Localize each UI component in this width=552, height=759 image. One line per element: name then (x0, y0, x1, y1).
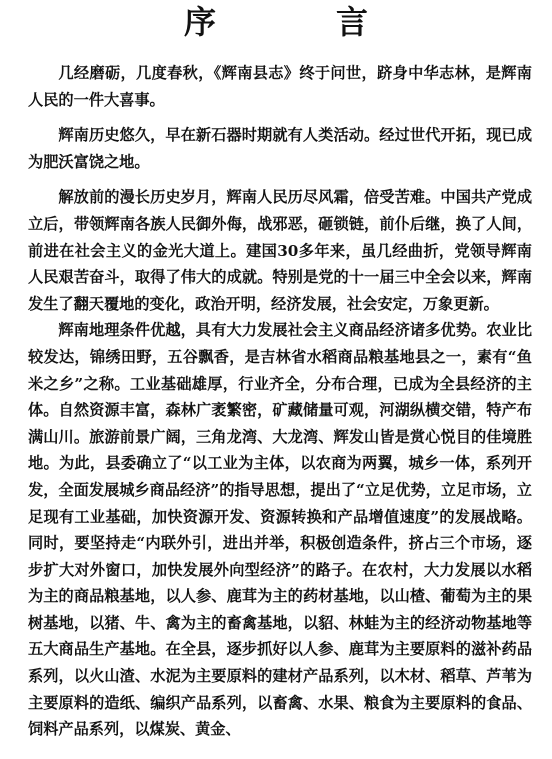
paragraph-2: 辉南历史悠久，早在新石器时期就有人类活动。经过世代开拓，现已成为肥沃富饶之地。 (28, 126, 532, 171)
paragraph-1: 几经磨砺，几度春秋，《辉南县志》终于问世，跻身中华志林，是辉南人民的一件大喜事。 (28, 64, 532, 109)
paragraph-3: 解放前的漫长历史岁月，辉南人民历尽风霜，倍受苦难。中国共产党成立后，带领辉南各族人民御外侮，战邪恶，砸锁链，前仆后继，换了人间，前进在社会主义的金光大道上。建国30多年来，虽几经曲折，党领导辉南人民艰苦奋斗，取得了伟大的成就。特别是党的十一届三中全会以来，辉南发生了翻天覆地的变化，政治开明，经济发展，社会安定，万象更新。 (28, 188, 532, 313)
paragraph-4: 辉南地理条件优越，具有大力发展社会主义商品经济诸多优势。农业比较发达，锦绣田野，五谷飘香，是吉林省水稻商品粮基地县之一，素有“鱼米之乡”之称。工业基础雄厚，行业齐全，分布合理，已成为全县经济的主体。自然资源丰富，森林广袤繁密，矿藏储量可观，河湖纵横交错，特产布满山川。旅游前景广阔，三角龙湾、大龙湾、辉发山皆是赏心悦目的佳境胜地。为此，县委确立了“以工业为主体，以农商为两翼，城乡一体，系列开发，全面发展城乡商品经济”的指导思想，提出了“立足优势，立足市场，立足现有工业基础，加快资源开发、资源转换和产品增值速度”的发展战略。同时，要坚持走“内联外引，进出并举，积极创造条件，挤占三个市场，逐步扩大对外窗口，加快发展外向型经济”的路子。在农村，大力发展以水稻为主的商品粮基地，以人参、鹿茸为主的药材基地，以山楂、葡萄为主的果树基地，以猪、牛、禽为主的畜禽基地，以貂、林蛙为主的经济动物基地等五大商品生产基地。在全县，逐步抓好以人参、鹿茸为主要原料的滋补药品系列，以火山渣、水泥为主要原料的建材产品系列，以木材、稻草、芦苇为主要原料的造纸、编织产品系列，以畜禽、水果、粮食为主要原料的食品、饲料产品系列，以煤炭、黄金、 (28, 321, 532, 739)
document-body (28, 60, 532, 743)
page-title: 序 言 (183, 3, 412, 41)
